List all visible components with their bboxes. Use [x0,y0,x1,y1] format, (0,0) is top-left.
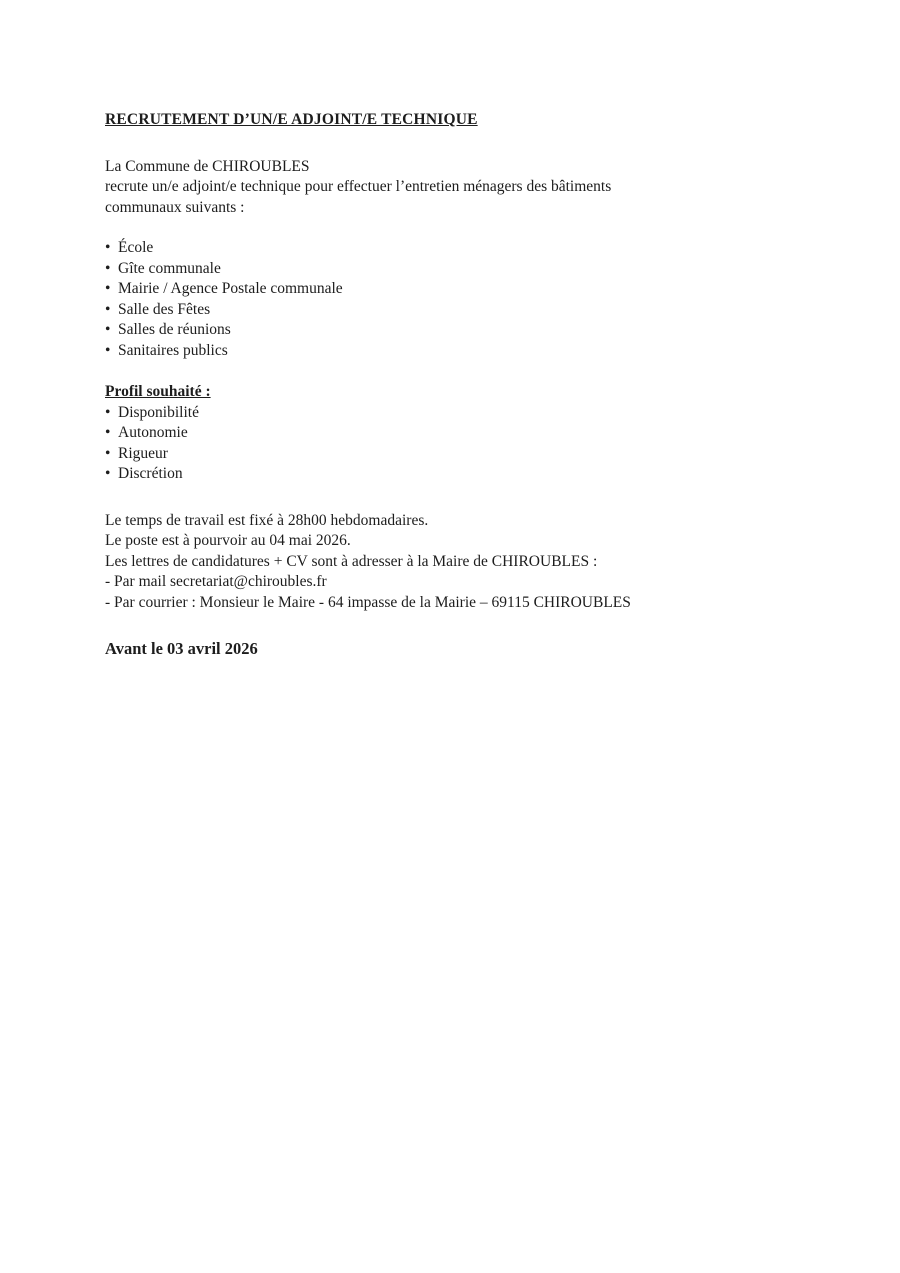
document-title: RECRUTEMENT D’UN/E ADJOINT/E TECHNIQUE [105,111,478,128]
list-item: • École [105,238,740,259]
profile-heading: Profil souhaité : [105,383,211,400]
list-item: • Salles de réunions [105,320,740,341]
list-item: • Rigueur [105,444,740,465]
profile-list [105,403,740,485]
details-paragraph [105,511,740,614]
intro-line: recrute un/e adjoint/e technique pour effectuer l’entretien ménagers des bâtiments [105,178,612,195]
buildings-list [105,238,740,361]
list-item: • Sanitaires publics [105,341,740,362]
intro-paragraph [105,157,740,219]
list-item: • Disponibilité [105,403,740,424]
details-line: - Par mail secretariat@chiroubles.fr [105,573,327,590]
details-line: - Par courrier : Monsieur le Maire - 64 impasse de la Mairie – 69115 CHIROUBLES [105,593,631,611]
details-line: Le poste est à pourvoir au 04 mai 2026. [105,532,351,549]
details-line: Les lettres de candidatures + CV sont à adresser à la Maire de CHIROUBLES : [105,552,598,570]
deadline: Avant le 03 avril 2026 [105,639,258,658]
intro-line: La Commune de CHIROUBLES [105,157,310,175]
list-item: • Autonomie [105,423,740,444]
list-item: • Gîte communale [105,259,740,280]
list-item: • Salle des Fêtes [105,300,740,321]
list-item: • Discrétion [105,464,740,485]
intro-line: communaux suivants : [105,198,245,216]
list-item: • Mairie / Agence Postale communale [105,279,740,300]
details-line: Le temps de travail est fixé à 28h00 hebdomadaires. [105,511,429,529]
